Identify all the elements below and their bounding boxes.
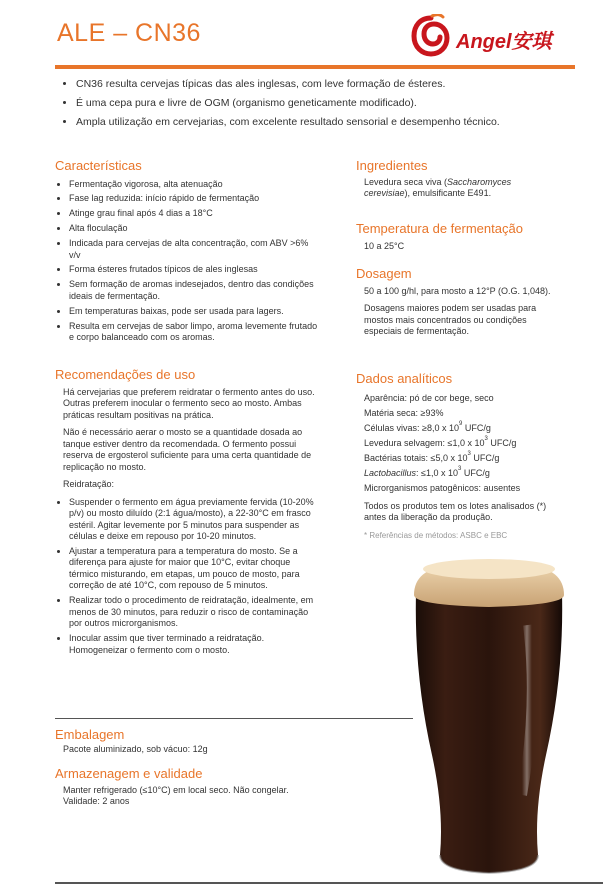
- data-row: Microrganismos patogênicos: ausentes: [364, 482, 521, 493]
- caracteristicas-section: [55, 160, 320, 347]
- intro-list: [60, 78, 580, 135]
- section-heading: Temperatura de fermentação: [356, 221, 523, 236]
- dados-section: [356, 373, 556, 541]
- text: Bactérias totais: ≤5,0 x 10: [364, 452, 468, 463]
- section-heading: Dados analíticos: [356, 371, 453, 386]
- temperatura-section: [356, 223, 556, 252]
- dosagem-section: [356, 268, 556, 344]
- paragraph: 10 a 25°C: [364, 240, 405, 251]
- list-item: • Fase lag reduzida: início rápido de fermentação: [69, 193, 320, 205]
- list-item: • Fermentação vigorosa, alta atenuação: [69, 179, 320, 191]
- beer-glass-icon: [410, 555, 568, 877]
- data-row: [364, 421, 556, 436]
- section-heading: Recomendações de uso: [55, 367, 196, 382]
- data-row: [364, 436, 556, 451]
- text: UFC/g: [487, 437, 517, 448]
- reference-note: * Referências de métodos: ASBC e EBC: [364, 530, 508, 540]
- list-item: • Sem formação de aromas indesejados, dentro das condições ideais de fermentação.: [69, 279, 320, 302]
- text: ), emulsificante E491.: [404, 188, 492, 198]
- section-divider: [55, 718, 413, 719]
- list-item: • Atinge grau final após 4 dias a 18°C: [69, 208, 320, 220]
- paragraph: Pacote aluminizado, sob vácuo: 12g: [63, 743, 208, 754]
- species-name: Saccharomyces cerevisiae: [364, 176, 512, 198]
- header-divider: [55, 65, 575, 69]
- section-heading: Ingredientes: [356, 158, 428, 173]
- section-heading: Características: [55, 158, 142, 173]
- paragraph: Todos os produtos tem os lotes analisados (*) antes da liberação da produção.: [364, 500, 547, 522]
- exponent: 3: [458, 465, 462, 472]
- list-item: • Realizar todo o procedimento de reidratação, idealmente, em menos de 30 minutos, para reduzir o risco de contaminação por outros microrganismos.: [69, 595, 320, 630]
- list-item: • Indicada para cervejas de alta concentração, com ABV >6% v/v: [69, 238, 320, 261]
- species-name: Lactobacillus: [364, 467, 417, 478]
- list-item: • Inocular assim que tiver terminado a reidratação. Homogeneizar o fermento com o mosto.: [69, 633, 320, 656]
- data-row: [364, 466, 556, 481]
- exponent: 3: [484, 435, 488, 442]
- brand-name: Angel安琪: [456, 31, 552, 53]
- list-item: • Em temperaturas baixas, pode ser usada para lagers.: [69, 306, 320, 318]
- list-item: • Ajustar a temperatura para a temperatura do mosto. Se a diferença para ajuste for maior que 10°C, evitar choque térmico misturando, em etapas, um pouco de mosto, para correção de até 10°C, com repouso de 5 minutos.: [69, 546, 320, 592]
- text: UFC/g: [461, 467, 490, 478]
- embalagem-section: [55, 729, 320, 755]
- exponent: 9: [458, 420, 463, 427]
- list-item: • Forma ésteres frutados típicos de ales inglesas: [69, 264, 320, 276]
- intro-item: • CN36 resulta cervejas típicas das ales inglesas, com leve formação de ésteres.: [76, 78, 580, 91]
- list-item: • Resulta em cervejas de sabor limpo, aroma levemente frutado e corpo balanceado com os aromas.: [69, 321, 320, 344]
- beer-glass-image: [410, 555, 568, 877]
- intro-item: • Ampla utilização em cervejarias, com excelente resultado sensorial e desempenho técnico.: [76, 116, 580, 129]
- angel-logo-icon: [410, 14, 452, 58]
- paragraph: Manter refrigerado (≤10°C) em local seco. Não congelar.: [63, 784, 289, 795]
- text: : ≤1,0 x 10: [416, 467, 458, 478]
- data-row: [364, 451, 556, 466]
- text: UFC/g: [462, 422, 491, 433]
- list-item: • Alta floculação: [69, 223, 320, 235]
- text: Levedura selvagem: ≤1,0 x 10: [364, 437, 485, 448]
- brand-logo: [410, 14, 570, 58]
- section-heading: Dosagem: [356, 266, 412, 281]
- section-heading: Embalagem: [55, 727, 125, 742]
- list-item: • Suspender o fermento em água previamente fervida (10-20% p/v) ou mosto diluído (2:1 água/mosto), a 22-30°C em frasco estéril. Agitar levemente por 5 minutos para suspender as células e deixe em repouso por 10-20 minutos.: [69, 497, 320, 543]
- page-title: ALE – CN36: [57, 19, 201, 47]
- data-row: Aparência: pó de cor bege, seco: [364, 392, 494, 403]
- intro-item: • É uma cepa pura e livre de OGM (organismo geneticamente modificado).: [76, 97, 580, 110]
- text: UFC/g: [470, 452, 500, 463]
- section-heading: Armazenagem e validade: [55, 766, 203, 781]
- ingredientes-section: [356, 160, 556, 200]
- footer-divider: [55, 882, 603, 884]
- armazenagem-section: [55, 768, 320, 808]
- paragraph: Há cervejarias que preferem reidratar o fermento antes do uso. Outras preferem inocular o fermento seco ao mosto. Ambas práticas resultam positivas na prática.: [63, 386, 315, 420]
- text: Células vivas: ≥8,0 x 10: [364, 422, 459, 433]
- subheading: Reidratação:: [63, 479, 115, 489]
- paragraph: 50 a 100 g/hl, para mosto a 12°P (O.G. 1,048).: [364, 285, 551, 296]
- paragraph: Validade: 2 anos: [63, 796, 130, 806]
- data-row: Matéria seca: ≥93%: [364, 407, 444, 418]
- exponent: 3: [467, 450, 471, 457]
- text: Levedura seca viva (: [364, 176, 448, 187]
- paragraph: Dosagens maiores podem ser usadas para mostos mais concentrados ou condições especiais de fermentação.: [364, 303, 537, 336]
- recomendacoes-section: [55, 369, 320, 660]
- paragraph: Não é necessário aerar o mosto se a quantidade dosada ao tanque estiver dentro da recomendada. O fermento possui reserva de ergosterol suficiente para uma certa quantidade de replicação no mosto.: [63, 427, 312, 472]
- paragraph: [356, 177, 556, 200]
